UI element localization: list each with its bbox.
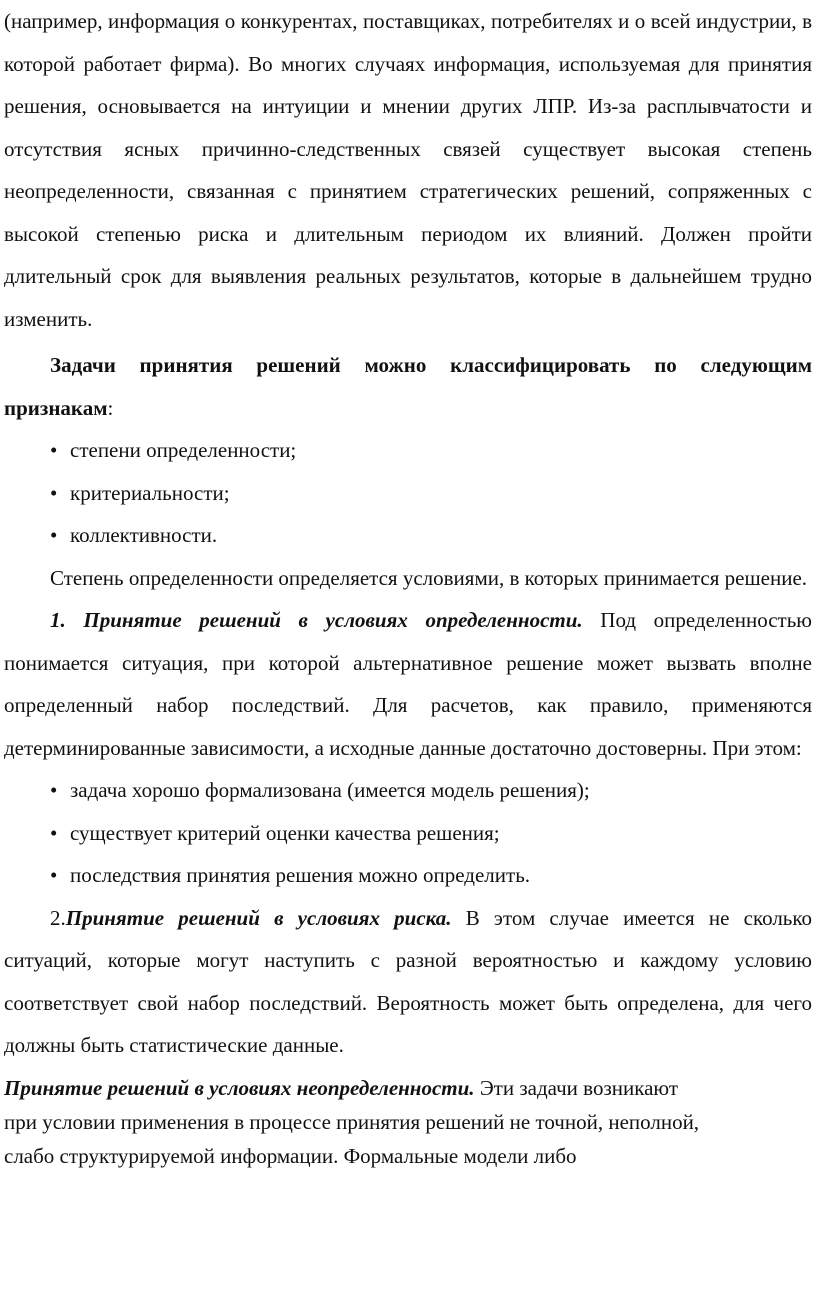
classification-heading-colon: : [107, 395, 114, 420]
bullet-icon: • [50, 438, 58, 462]
list-item-text: критериальности; [70, 480, 230, 505]
bullet-icon: • [50, 480, 58, 505]
document-page [4, 0, 812, 1173]
bullet-icon: • [50, 778, 58, 802]
list-item [4, 854, 812, 897]
list-item-text: последствия принятия решения можно определить. [70, 863, 531, 887]
uncertainty-line-1 [4, 1071, 812, 1105]
uncertainty-line-2: при условии применения в процессе принятия решений не точной, неполной, [4, 1109, 700, 1134]
risk-title: Принятие решений в условиях риска. [65, 905, 452, 930]
risk-number: 2. [50, 905, 66, 930]
list-item-text: существует критерий оценки качества решения; [70, 820, 500, 845]
classification-heading [4, 344, 812, 429]
list-item [4, 429, 812, 472]
list-item [4, 812, 812, 855]
bullet-icon: • [50, 820, 58, 845]
certainty-text: Под определенностью понимается ситуация, при которой альтернативное решение может вызвать вполне определенный набор последствий. Для расчетов, как правило, применяются детерминированные зависимости, а исходные данные достаточно достоверны. При этом: [4, 608, 812, 760]
certainty-title: 1. Принятие решений в условиях определенности. [50, 608, 583, 632]
bullet-icon: • [50, 863, 58, 887]
paragraph-context: (например, информация о конкурентах, поставщиках, потребителях и о всей индустрии, в которой работает фирма). Во многих случаях информация, используемая для принятия решения, основывается на интуиции и мнении других ЛПР. Из-за расплывчатости и отсутствия ясных причинно-следственных связей существует высокая степень неопределенности, связанная с принятием стратегических решений, сопряженных с высокой степенью риска и длительным периодом их влияний. Должен пройти длительный срок для выявления реальных результатов, которые в дальнейшем трудно изменить. [4, 9, 812, 331]
certainty-list [4, 769, 812, 897]
classification-heading-text: Задачи принятия решений можно классифицировать по следующим признакам [4, 353, 812, 420]
list-item-text: коллективности. [70, 523, 218, 547]
paragraph-uncertainty [4, 1071, 812, 1173]
classification-list [4, 429, 812, 557]
list-item [4, 514, 812, 557]
paragraph-certainty [4, 599, 812, 769]
list-item-text: задача хорошо формализована (имеется модель решения); [70, 778, 590, 802]
list-item [4, 769, 812, 812]
uncertainty-title: Принятие решений в условиях неопределенности. [4, 1075, 475, 1100]
uncertainty-line-3: слабо структурируемой информации. Формальные модели либо [4, 1143, 577, 1168]
bullet-icon: • [50, 523, 58, 547]
list-item [4, 472, 812, 515]
uncertainty-line-1-rest: Эти задачи возникают [474, 1075, 679, 1100]
paragraph-risk [4, 897, 812, 1067]
risk-text: В этом случае имеется не сколько ситуаций, которые могут наступить с разной вероятностью и каждому условию соответствует свой набор последствий. Вероятность может быть определена, для чего должны быть статистические данные. [4, 905, 813, 1057]
list-item-text: степени определенности; [70, 438, 297, 462]
paragraph-degree: Степень определенности определяется условиями, в которых принимается решение. [50, 565, 808, 590]
